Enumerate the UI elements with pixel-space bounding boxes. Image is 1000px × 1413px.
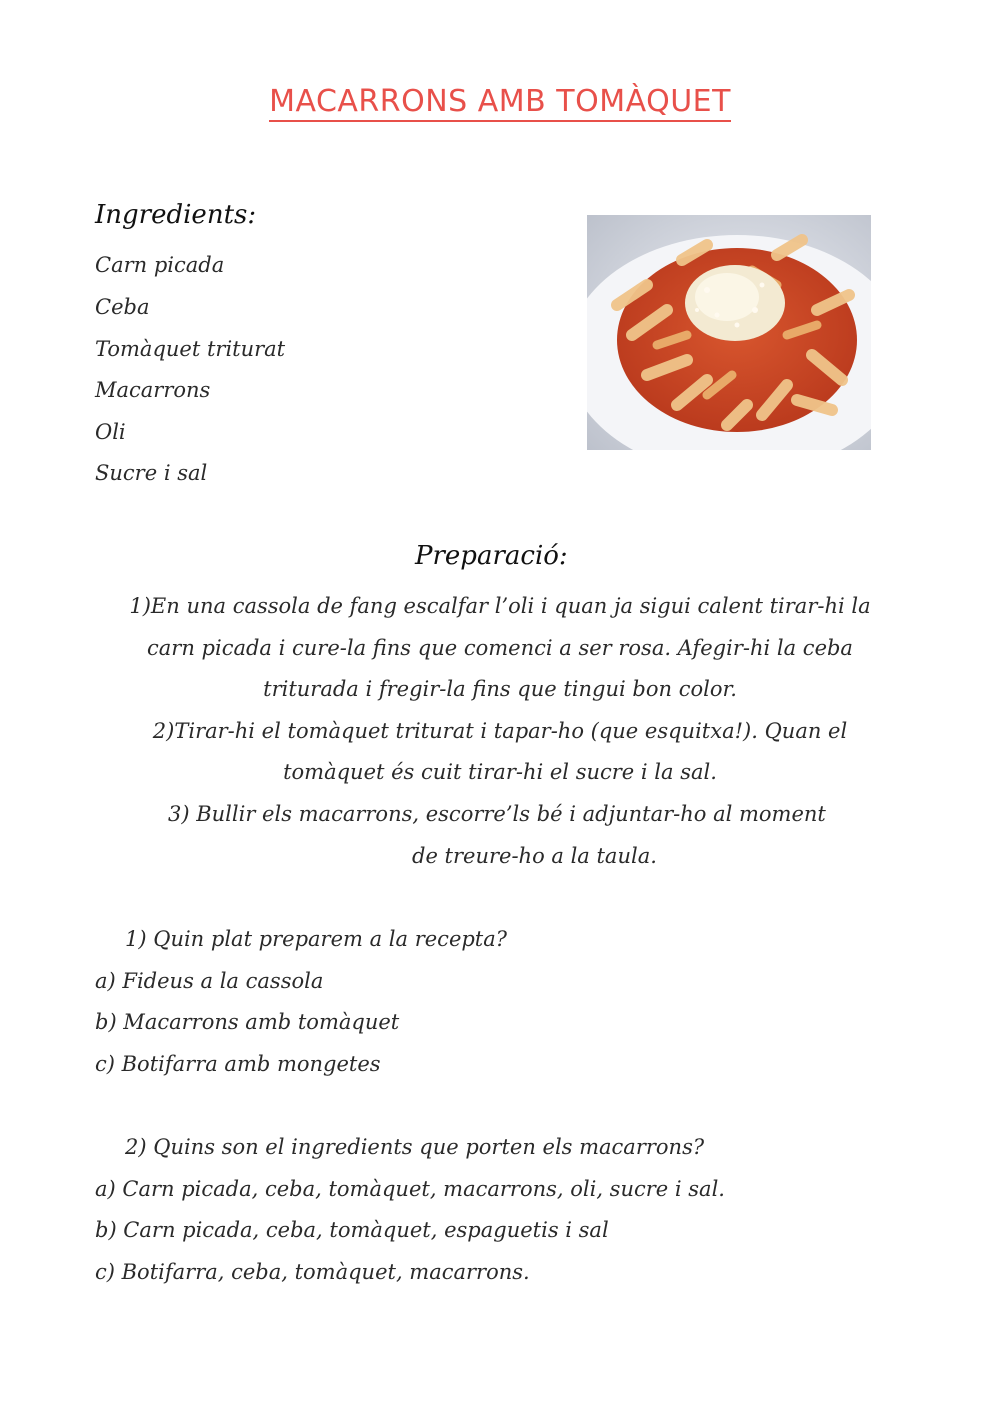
preparation-line: tomàquet és cuit tirar-hi el sucre i la sal.	[283, 760, 717, 784]
question-2-option-c[interactable]: c) Botifarra, ceba, tomàquet, macarrons.	[95, 1260, 530, 1284]
question-2-option-b[interactable]: b) Carn picada, ceba, tomàquet, espaguetis i sal	[95, 1218, 609, 1242]
pasta-dish-icon	[587, 215, 871, 450]
page-title-text: MACARRONS AMB TOMÀQUET	[269, 84, 731, 122]
ingredient-item: Ceba	[95, 295, 150, 319]
preparation-line: de treure-ho a la taula.	[412, 844, 657, 868]
question-2: 2) Quins son el ingredients que porten els macarrons?	[125, 1135, 705, 1159]
question-1-option-a[interactable]: a) Fideus a la cassola	[95, 969, 324, 993]
question-2-option-a[interactable]: a) Carn picada, ceba, tomàquet, macarrons, oli, sucre i sal.	[95, 1177, 725, 1201]
preparation-line: carn picada i cure-la fins que comenci a ser rosa. Afegir-hi la ceba	[147, 636, 853, 660]
preparation-line: triturada i fregir-la fins que tingui bon color.	[263, 677, 737, 701]
question-1-option-c[interactable]: c) Botifarra amb mongetes	[95, 1052, 381, 1076]
ingredient-item: Tomàquet triturat	[95, 337, 286, 361]
ingredient-item: Oli	[95, 420, 126, 444]
preparation-heading: Preparació:	[415, 541, 568, 571]
page-title	[0, 84, 1000, 119]
preparation-line: 2)Tirar-hi el tomàquet triturat i tapar-ho (que esquitxa!). Quan el	[152, 719, 848, 743]
preparation-line: 3) Bullir els macarrons, escorre’ls bé i adjuntar-ho al moment	[168, 802, 826, 826]
ingredient-item: Sucre i sal	[95, 461, 208, 485]
preparation-line: 1)En una cassola de fang escalfar l’oli i quan ja sigui calent tirar-hi la	[129, 594, 871, 618]
ingredient-item: Macarrons	[95, 378, 211, 402]
question-1-option-b[interactable]: b) Macarrons amb tomàquet	[95, 1010, 400, 1034]
ingredients-heading: Ingredients:	[95, 200, 257, 230]
ingredient-item: Carn picada	[95, 253, 225, 277]
pasta-dish-photo	[587, 215, 871, 450]
question-1: 1) Quin plat preparem a la recepta?	[125, 927, 508, 951]
